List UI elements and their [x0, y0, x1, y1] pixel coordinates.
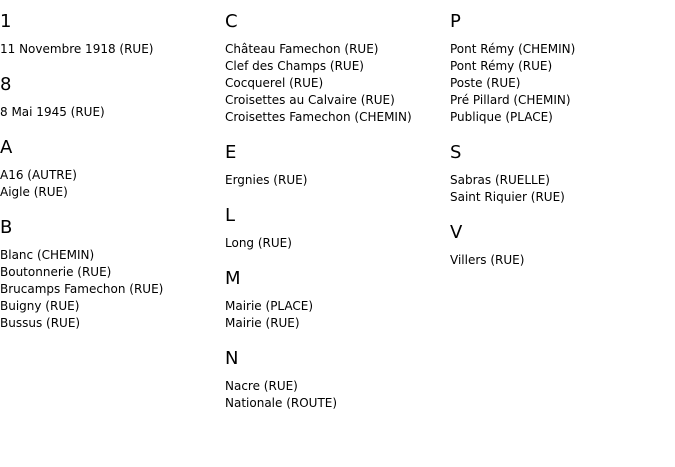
street-list: [225, 172, 450, 189]
street-name: 8 Mai 1945 (RUE): [0, 105, 105, 119]
group-heading: E: [225, 142, 237, 163]
street-name: Buigny (RUE): [0, 299, 80, 313]
street-name: Blanc (CHEMIN): [0, 248, 95, 262]
street-name: Pont Rémy (CHEMIN): [450, 42, 576, 56]
letter-group-m: [225, 268, 450, 332]
group-heading: 1: [0, 11, 12, 32]
street-list: [0, 167, 225, 201]
street-list: [225, 378, 450, 412]
street-list: [0, 41, 225, 58]
street-name: Croisettes Famechon (CHEMIN): [225, 110, 412, 124]
street-index-column-3: [450, 0, 675, 269]
street-list: [0, 104, 225, 121]
letter-group-v: [450, 222, 675, 269]
street-name: Clef des Champs (RUE): [225, 59, 364, 73]
street-name: Bussus (RUE): [0, 316, 81, 330]
street-name: Ergnies (RUE): [225, 173, 308, 187]
street-name: 11 Novembre 1918 (RUE): [0, 42, 154, 56]
street-name: Villers (RUE): [450, 253, 525, 267]
group-heading: P: [450, 11, 461, 32]
street-list: [0, 247, 225, 332]
street-name: Publique (PLACE): [450, 110, 553, 124]
group-heading: N: [225, 348, 239, 369]
letter-group-8: [0, 74, 225, 121]
group-heading: C: [225, 11, 238, 32]
street-name: Cocquerel (RUE): [225, 76, 324, 90]
letter-group-b: [0, 217, 225, 332]
letter-group-l: [225, 205, 450, 252]
street-name: Boutonnerie (RUE): [0, 265, 112, 279]
street-name: Pont Rémy (RUE): [450, 59, 553, 73]
street-name: Nationale (ROUTE): [225, 396, 338, 410]
letter-group-n: [225, 348, 450, 412]
letter-group-p: [450, 11, 675, 126]
street-name: Croisettes au Calvaire (RUE): [225, 93, 395, 107]
letter-group-s: [450, 142, 675, 206]
street-name: Château Famechon (RUE): [225, 42, 379, 56]
group-heading: L: [225, 205, 236, 226]
street-name: Saint Riquier (RUE): [450, 190, 565, 204]
group-heading: S: [450, 142, 462, 163]
group-heading: M: [225, 268, 241, 289]
street-name: A16 (AUTRE): [0, 168, 77, 182]
letter-group-e: [225, 142, 450, 189]
group-heading: B: [0, 217, 13, 238]
street-list: [225, 235, 450, 252]
street-index-column-1: [0, 0, 225, 332]
street-name: Long (RUE): [225, 236, 292, 250]
letter-group-c: [225, 11, 450, 126]
street-name: Poste (RUE): [450, 76, 521, 90]
street-index-column-2: [225, 0, 450, 412]
street-name: Nacre (RUE): [225, 379, 298, 393]
street-name: Sabras (RUELLE): [450, 173, 550, 187]
street-name: Mairie (RUE): [225, 316, 300, 330]
letter-group-a: [0, 137, 225, 201]
group-heading: A: [0, 137, 13, 158]
group-heading: V: [450, 222, 463, 243]
street-list: [450, 252, 675, 269]
street-name: Aigle (RUE): [0, 185, 68, 199]
street-list: [450, 172, 675, 206]
street-name: Pré Pillard (CHEMIN): [450, 93, 571, 107]
group-heading: 8: [0, 74, 12, 95]
street-list: [225, 298, 450, 332]
street-list: [450, 41, 675, 126]
street-list: [225, 41, 450, 126]
street-name: Brucamps Famechon (RUE): [0, 282, 164, 296]
street-name: Mairie (PLACE): [225, 299, 314, 313]
letter-group-1: [0, 11, 225, 58]
